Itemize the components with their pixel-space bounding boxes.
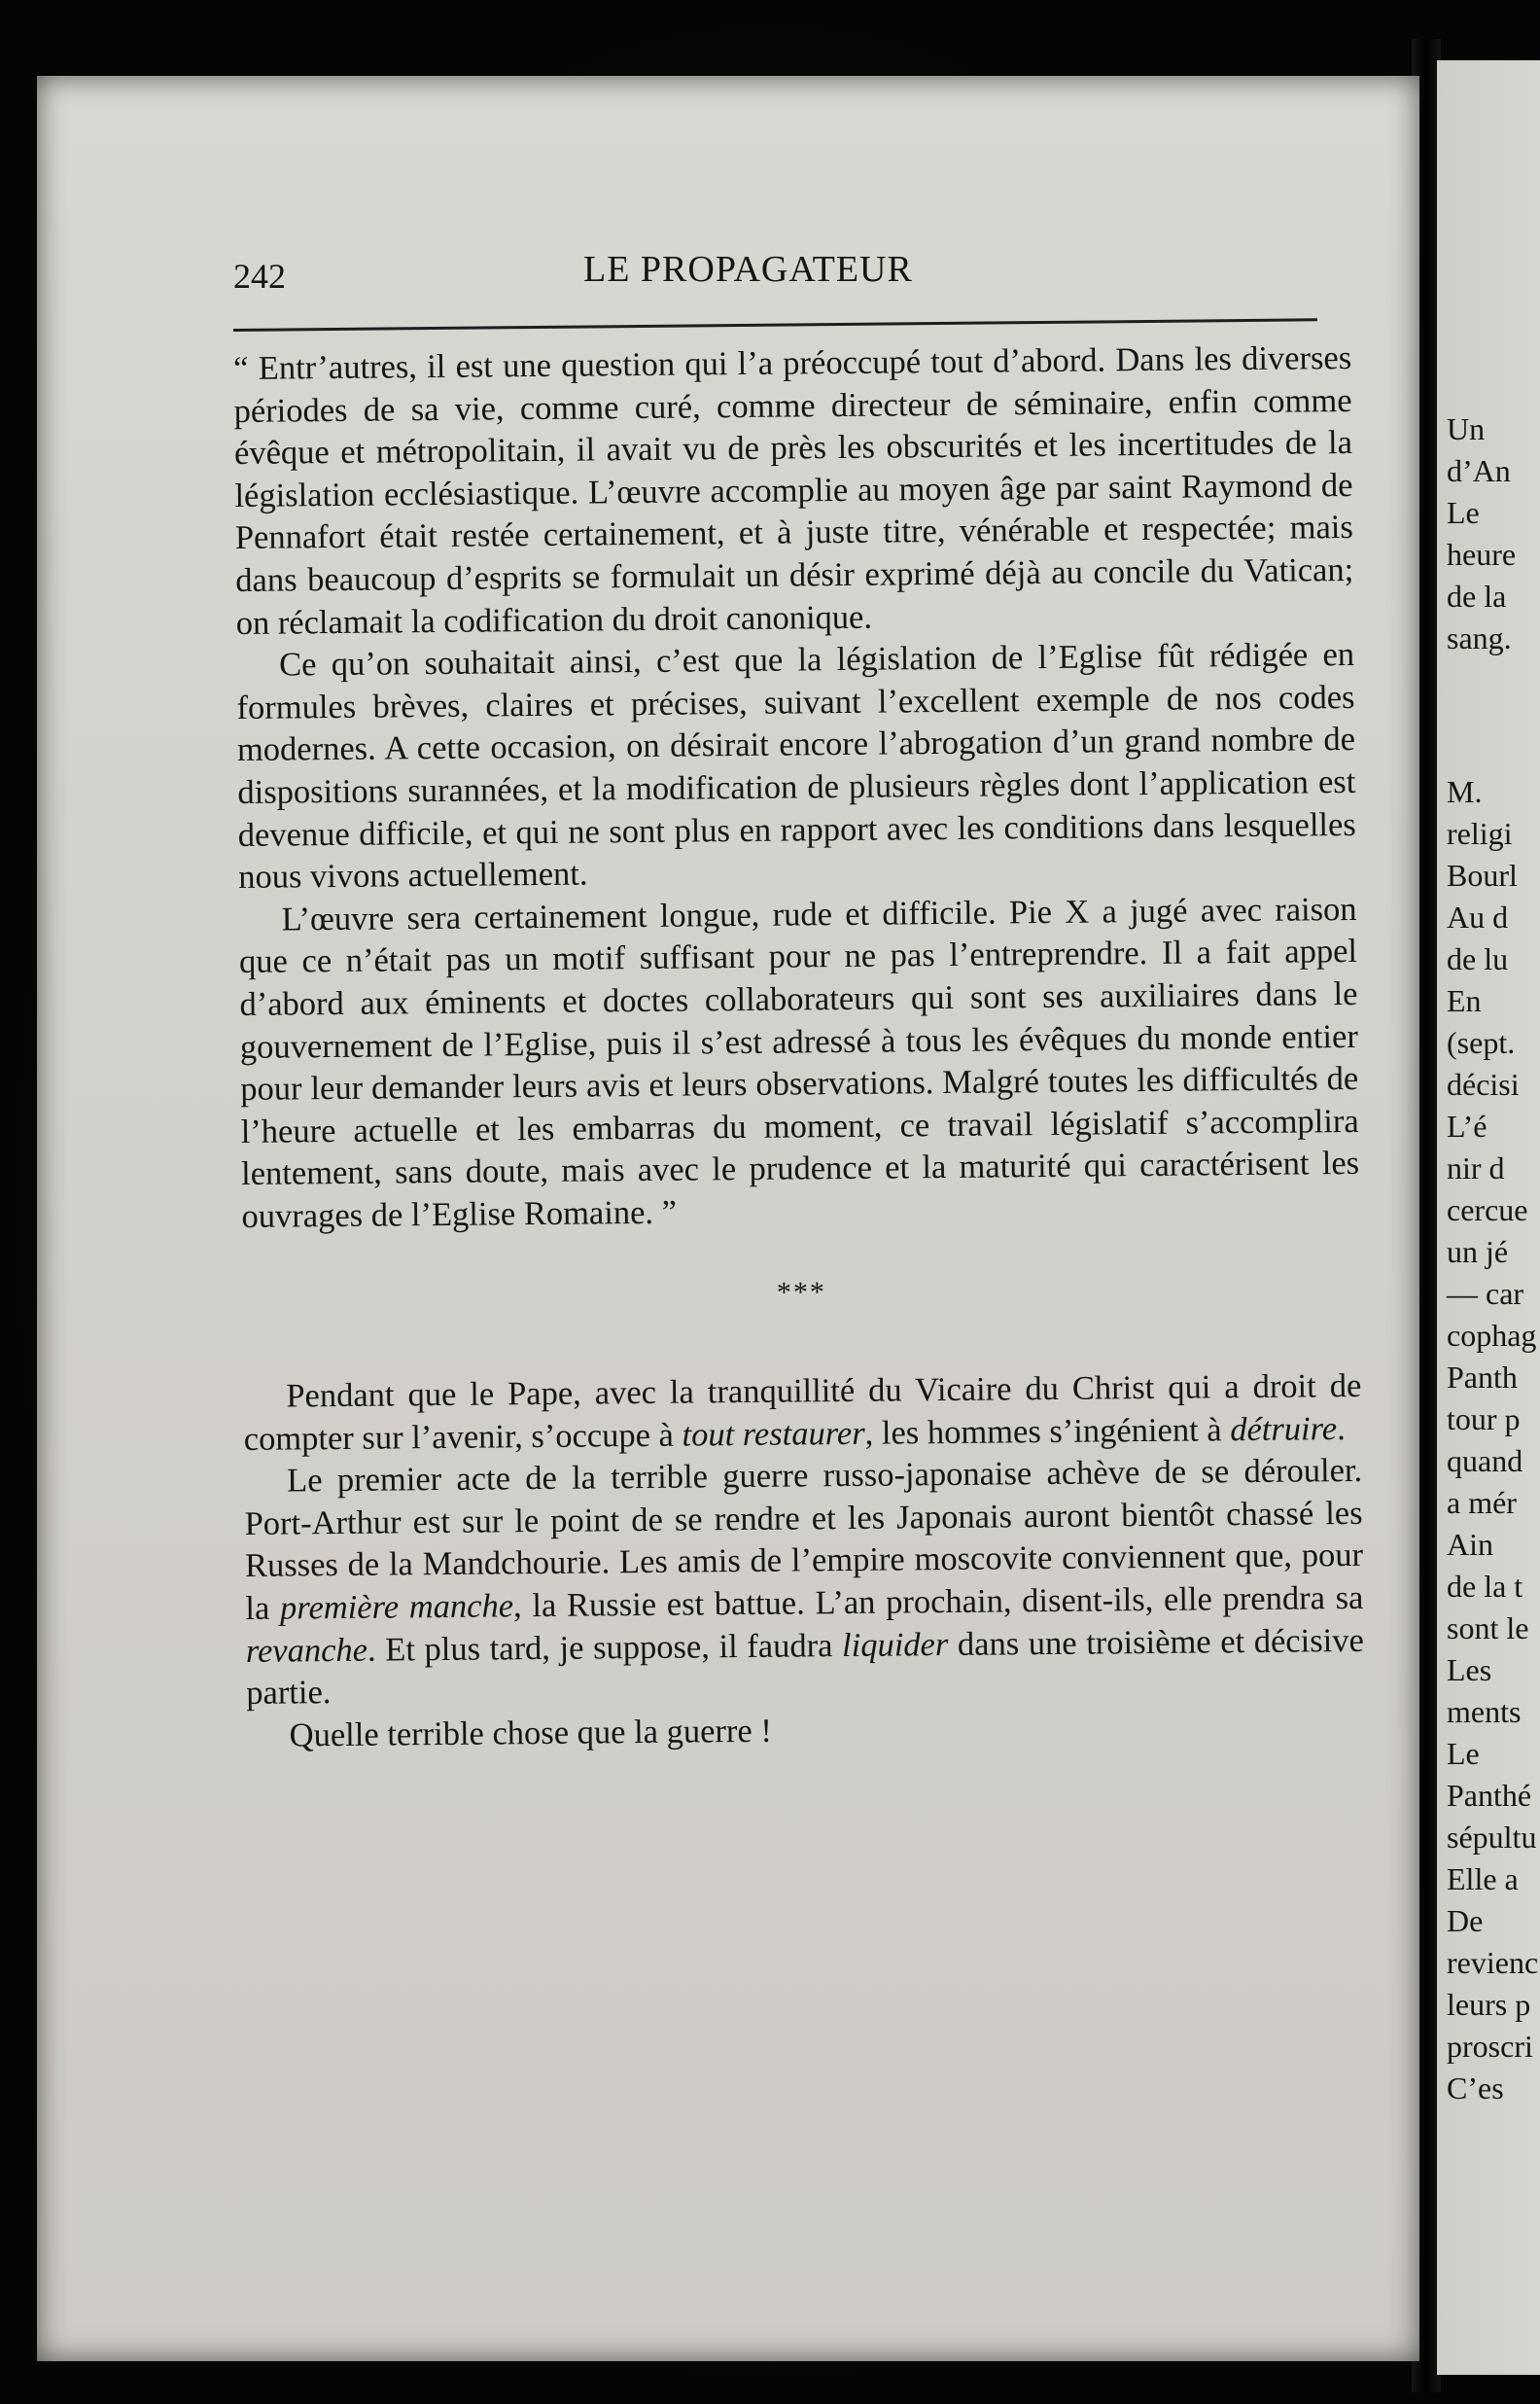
adjacent-line: sépultu — [1447, 1820, 1537, 1855]
adjacent-line: de lu — [1447, 941, 1509, 976]
adjacent-line: Les — [1447, 1652, 1492, 1687]
adjacent-line: cophag — [1447, 1318, 1537, 1353]
emphasis: revanche — [245, 1631, 368, 1670]
adjacent-line: — car — [1447, 1276, 1524, 1311]
adjacent-line: sont le — [1447, 1610, 1529, 1645]
adjacent-line: tour p — [1447, 1401, 1521, 1436]
adjacent-line: Un — [1447, 411, 1486, 446]
emphasis: tout restaurer — [682, 1414, 865, 1454]
adjacent-line: revienc — [1447, 1945, 1539, 1980]
adjacent-line: proscri — [1447, 2029, 1533, 2064]
page-number: 242 — [233, 257, 286, 296]
adjacent-line: Le — [1447, 1736, 1480, 1771]
adjacent-line: sang. — [1447, 620, 1512, 655]
adjacent-line: Ain — [1447, 1527, 1493, 1562]
adjacent-line: M. — [1447, 774, 1483, 809]
adjacent-line: de la t — [1447, 1569, 1523, 1604]
emphasis: liquider — [841, 1625, 949, 1664]
paragraph: Quelle terrible chose que la guerre ! — [289, 1712, 773, 1754]
adjacent-page-strip — [1437, 60, 1540, 2375]
adjacent-line: ments — [1447, 1694, 1522, 1729]
section-separator: *** — [776, 1276, 827, 1310]
adjacent-line: L’é — [1447, 1109, 1488, 1144]
adjacent-line: d’An — [1447, 453, 1511, 488]
adjacent-line: nir d — [1447, 1150, 1505, 1185]
adjacent-line: quand — [1447, 1443, 1523, 1478]
adjacent-line: heure — [1447, 537, 1517, 572]
adjacent-line: En — [1447, 983, 1482, 1018]
adjacent-line: de la — [1447, 579, 1507, 614]
adjacent-line: De — [1447, 1903, 1484, 1938]
adjacent-line: C’es — [1447, 2070, 1504, 2105]
adjacent-line: leurs p — [1447, 1987, 1531, 2022]
adjacent-line: Le — [1447, 495, 1480, 530]
adjacent-line: Elle a — [1447, 1861, 1519, 1896]
adjacent-line: cercue — [1447, 1192, 1528, 1227]
paragraph: “ Entr’autres, il est une question qui l’a préoccupé tout d’abord. Dans les diverses périodes de sa vie, comme curé, comme directeur de séminaire, enfin comme évêque et métropolitain, il avait vu de près les obscurités et les incertitudes de la législation ecclésiastique. L’œuvre accomplie au moyen âge par saint Raymond de Pennafort était restée certainement, et à juste titre, vénérable et respectée; mais dans beaucoup d’esprits se formulait un désir exprimé déjà au concile du Vatican; on réclamait la codification du droit canonique. — [233, 338, 1354, 642]
page-header — [233, 248, 1342, 306]
paragraph: Le premier acte de la terrible guerre russo-japonaise achève de se dérouler. Port-Arthur est sur le point de se rendre et les Japonais auront bientôt chassé les Russes de la Mandchourie. Les amis de l’empire moscovite conviennent que, pour la première manche, la Russie est battue. L’an prochain, disent-ils, elle prendra sa revanche. Et plus tard, je suppose, il faudra liquider dans une troisième et décisive partie. — [244, 1452, 1364, 1713]
adjacent-line: religi — [1447, 816, 1513, 851]
adjacent-page-text — [1447, 408, 1538, 2109]
adjacent-line: Bourl — [1447, 858, 1518, 893]
running-title: LE PROPAGATEUR — [583, 249, 913, 290]
adjacent-line: Panthé — [1447, 1778, 1532, 1813]
adjacent-line: décisi — [1447, 1067, 1520, 1102]
adjacent-line: Panth — [1447, 1360, 1518, 1395]
adjacent-line: a mér — [1447, 1485, 1517, 1520]
paragraph: Pendant que le Pape, avec la tranquillité du Vicaire du Christ qui a droit de compter sur l’avenir, s’occupe à tout restaurer, les hommes s’ingénient à détruire. — [243, 1366, 1362, 1458]
adjacent-line: (sept. — [1447, 1025, 1516, 1060]
paragraph: L’œuvre sera certainement longue, rude et difficile. Pie X a jugé avec raison que ce n’était pas un motif suffisant pour ne pas l’entreprendre. Il a fait appel d’abord aux éminents et doctes collaborateurs qui sont ses auxiliaires dans le gouvernement de l’Eglise, puis il s’est adressé à tous les évêques du monde entier pour leur demander leurs avis et leurs observations. Malgré toutes les difficultés de l’heure actuelle et les embarras du moment, ce travail législatif s’accomplira lentement, sans doute, mais avec le prudence et la maturité qui caractérisent les ouvrages de l’Eglise Romaine. ” — [238, 890, 1360, 1235]
emphasis: première manche — [279, 1587, 514, 1627]
emphasis: détruire — [1230, 1409, 1338, 1448]
paragraph: Ce qu’on souhaitait ainsi, c’est que la législation de l’Eglise fût rédigée en formules brèves, claires et précises, suivant l’excellent exemple de nos codes modernes. A cette occasion, on désirait encore l’abrogation d’un grand nombre de dispositions surannées, et la modification de plusieurs règles dont l’application est devenue difficile, et qui ne sont plus en rapport avec les conditions dans lesquelles nous vivons actuellement. — [236, 636, 1356, 897]
adjacent-line: Au d — [1447, 900, 1509, 935]
text-column — [233, 337, 1365, 1757]
adjacent-line: un jé — [1447, 1234, 1509, 1269]
